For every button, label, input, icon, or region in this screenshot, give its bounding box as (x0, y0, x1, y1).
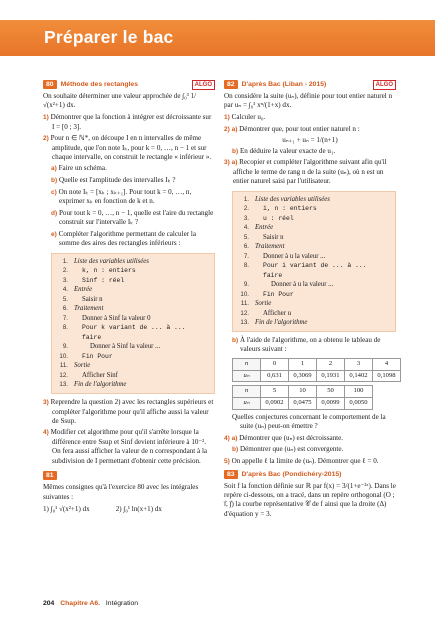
line-text: Traitement (255, 243, 285, 251)
exercise-title: D'après Bac (Pondichéry-2015) (241, 470, 342, 478)
algorithm-line (239, 318, 389, 328)
question-3a: 3) a) Recopier et compléter l'algorithme suivant afin qu'il affiche le terme de rang n de la suite (uₙ), où n est un entier naturel saisi par l'utilisateur. (224, 158, 387, 186)
exercise-intro: On souhaite déterminer une valeur approchée de ∫₀³ 1/√(x²+1) dx. (43, 92, 197, 110)
question-2d: d) Pour tout k = 0, …, n − 1, quelle est l'aire du rectangle construit sur l'intervalle Iₖ ? (51, 208, 214, 227)
line-number: 12. (59, 371, 68, 379)
line-text: Donner à u la valeur ... (271, 281, 334, 289)
table-cell: 0,0050 (345, 398, 373, 410)
algorithm-line (58, 266, 208, 276)
table-cell: 2 (317, 358, 345, 370)
line-text: Donner à u la valeur ... (263, 252, 326, 260)
table-cell: 0,1402 (345, 370, 373, 382)
line-number: 2. (243, 205, 249, 213)
question-1: 1) Démontrer que la fonction à intégrer est décroissante sur I = [0 ; 3]. (43, 112, 212, 131)
algorithm-box (232, 191, 396, 332)
algorithm-line (239, 280, 389, 290)
table-cell: 4 (373, 358, 401, 370)
table-cell: 5 (261, 386, 289, 398)
exercise-81-header (43, 471, 215, 480)
algorithm-line (58, 361, 208, 371)
line-text: Entrée (255, 224, 274, 232)
table-cell: 3 (345, 358, 373, 370)
line-number: 12. (240, 309, 249, 317)
footer (43, 599, 138, 608)
line-text: Afficher u (263, 309, 291, 317)
line-text: u : réel (263, 214, 294, 222)
table-cell: 0,1931 (317, 370, 345, 382)
question-4b: b) Démontrer que (uₙ) est convergente. (232, 445, 344, 454)
integral-2: 2) ∫₀¹ ln(x+1) dx (115, 505, 162, 514)
question-2a: a) Faire un schéma. (51, 164, 107, 173)
table-cell: 100 (345, 386, 373, 398)
line-number: 7. (243, 252, 249, 260)
question-2b: b) En déduire la valeur exacte de u₁. (232, 146, 336, 155)
algorithm-line (239, 204, 389, 214)
question-4a: 4) a) Démontrer que (uₙ) est décroissante. (224, 433, 344, 442)
line-text: k, n : entiers (82, 267, 136, 275)
exercise-number: 81 (43, 471, 57, 480)
algorithm-line (239, 309, 389, 319)
line-number: 11. (59, 362, 68, 370)
exercise-number: 82 (224, 80, 238, 89)
table-cell: 0,631 (261, 370, 289, 382)
line-text: i, n : entiers (263, 205, 317, 213)
exercise-title: Méthode des rectangles (60, 81, 138, 88)
table-row (233, 386, 373, 398)
table-cell: n (233, 358, 261, 370)
algorithm-line (58, 295, 208, 305)
line-number: 10. (59, 352, 68, 360)
line-text: Pour i variant de ... à ... faire (263, 262, 367, 279)
algorithm-line (58, 285, 208, 295)
algo-tag: ALGO (192, 80, 215, 90)
right-column (224, 80, 396, 521)
question-2b: b) Quelle est l'amplitude des intervalles Iₖ ? (51, 176, 176, 185)
algorithm-line (239, 299, 389, 309)
algorithm-line (58, 352, 208, 362)
line-text: Sinf : réel (82, 276, 125, 284)
algorithm-line (58, 371, 208, 381)
table-cell: 1 (289, 358, 317, 370)
table-cell: 0 (261, 358, 289, 370)
exercise-80-header (43, 80, 215, 89)
line-number: 11. (240, 300, 249, 308)
algorithm-line (239, 261, 389, 280)
page-number: 204 (43, 600, 55, 607)
algorithm-line (58, 323, 208, 342)
line-number: 8. (62, 324, 68, 332)
table-row (233, 370, 401, 382)
line-text: Donner à Sinf la valeur ... (90, 343, 161, 351)
question-2a: 2) a) Démontrer que, pour tout entier naturel n : (224, 124, 360, 133)
line-number: 4. (62, 286, 68, 294)
algorithm-box (51, 253, 215, 394)
line-text: Pour k variant de ... à ... faire (82, 324, 186, 341)
question-4: 4) Modifier cet algorithme pour qu'il s'arrête lorsque la différence entre Ssup et Sinf devient inférieure à 10⁻². On fera aussi afficher la valeur de n correspondant à la subdivision de I permettant d'obtenir cette précision. (43, 428, 208, 465)
table-cell: 0,0099 (317, 398, 345, 410)
table-row (233, 358, 401, 370)
line-number: 3. (62, 276, 68, 284)
question-1: 1) Calculer u₀. (224, 112, 266, 121)
table-cell: 50 (317, 386, 345, 398)
line-number: 2. (62, 267, 68, 275)
line-text: Fin Pour (82, 352, 113, 360)
question-2: 2) Pour n ∈ ℕ*, on découpe I en n intervalles de même amplitude, que l'on note Iₖ, pour k = 0, …, n − 1 et sur chaque intervalle, on construit le rectangle « inférieur ». (43, 133, 212, 161)
algorithm-line (58, 314, 208, 324)
line-text: Entrée (74, 286, 93, 294)
algo-tag: ALGO (373, 80, 396, 90)
line-number: 4. (243, 224, 249, 232)
line-text: Afficher Sinf (82, 371, 118, 379)
table-row (233, 398, 373, 410)
line-number: 10. (240, 290, 249, 298)
algorithm-line (58, 257, 208, 267)
header (0, 0, 435, 62)
algorithm-line (239, 242, 389, 252)
line-number: 1. (243, 195, 249, 203)
line-text: Fin de l'algorithme (74, 381, 127, 389)
line-number: 6. (243, 243, 249, 251)
line-text: Fin de l'algorithme (255, 319, 308, 327)
question-2e: e) Compléter l'algorithme permettant de calculer la somme des aires des rectangles inférieurs : (51, 229, 196, 248)
table-cell: uₙ (233, 370, 261, 382)
algorithm-line (58, 342, 208, 352)
exercise-number: 83 (224, 470, 238, 479)
exercise-83-text: Soit f la fonction définie sur ℝ par f(x) = 3/(1+e⁻²ˣ). Dans le repère ci-dessous, on a tracé, dans un repère orthogonal (O ; i⃗, j⃗) la courbe représentative 𝒞 de f ainsi que la droite (Δ) d'équation y = 3. (224, 481, 396, 518)
line-text: Saisir n (82, 295, 103, 303)
exercise-81-text: Mêmes consignes qu'à l'exercice 80 avec les intégrales suivantes : (43, 483, 199, 501)
exercise-83-header (224, 470, 396, 479)
exercise-82-header (224, 80, 396, 89)
exercise-intro: On considère la suite (uₙ), définie pour tout entier naturel n par uₙ = ∫₀¹ xⁿ/(1+x) dx. (224, 92, 393, 110)
table-cell: uₙ (233, 398, 261, 410)
line-text: Sortie (74, 362, 91, 370)
chapter-label: Chapitre A6. (60, 600, 101, 607)
question-5: 5) On appelle ℓ la limite de (uₙ). Démontrer que ℓ = 0. (224, 456, 379, 465)
table-cell: n (233, 386, 261, 398)
line-number: 8. (243, 262, 249, 270)
table-cell: 0,0902 (261, 398, 289, 410)
algorithm-line (239, 233, 389, 243)
line-number: 5. (243, 233, 249, 241)
line-number: 9. (243, 281, 249, 289)
table-cell: 0,0475 (289, 398, 317, 410)
chapter-topic: Intégration (105, 600, 139, 607)
algorithm-line (239, 195, 389, 205)
question-3b: b) À l'aide de l'algorithme, on a obtenu le tableau de valeurs suivant : (232, 335, 381, 354)
line-text: Donner à Sinf la valeur 0 (82, 314, 151, 322)
exercise-number: 80 (43, 80, 57, 89)
left-column (43, 80, 215, 515)
algorithm-line (239, 252, 389, 262)
line-number: 13. (240, 319, 249, 327)
algorithm-line (58, 276, 208, 286)
values-table-2 (232, 385, 373, 410)
integrals-row (43, 505, 215, 514)
line-text: Fin Pour (263, 290, 294, 298)
line-number: 3. (243, 214, 249, 222)
line-number: 1. (62, 257, 68, 265)
exercise-title: D'après Bac (Liban - 2015) (241, 81, 327, 88)
line-text: Saisir n (263, 233, 284, 241)
algorithm-line (58, 304, 208, 314)
line-text: Liste des variables utilisées (255, 195, 330, 203)
line-number: 7. (62, 314, 68, 322)
question-2c: c) On note Iₖ = [xₖ ; xₖ₊₁]. Pour tout k = 0, …, n, exprimer xₖ en fonction de k et n. (51, 187, 192, 206)
line-text: Liste des variables utilisées (74, 257, 149, 265)
question-3c: Quelles conjectures concernant le comportement de la suite (uₙ) peut-on émettre ? (232, 412, 386, 431)
table-cell: 10 (289, 386, 317, 398)
algorithm-line (239, 290, 389, 300)
line-number: 6. (62, 305, 68, 313)
page-title: Préparer le bac (44, 27, 174, 47)
line-text: Traitement (74, 305, 104, 313)
algorithm-line (239, 214, 389, 224)
table-cell: 0,1098 (373, 370, 401, 382)
line-number: 9. (62, 343, 68, 351)
algorithm-line (239, 223, 389, 233)
table-cell: 0,3069 (289, 370, 317, 382)
line-number: 13. (59, 381, 68, 389)
formula: uₙ₊₁ + uₙ = 1/(n+1) (282, 136, 338, 145)
line-text: Sortie (255, 300, 272, 308)
integral-1: 1) ∫₀¹ √(x²+1) dx (43, 505, 90, 514)
question-3: 3) Reprendre la question 2) avec les rectangles supérieurs et compléter l'algorithme pour qu'il affiche aussi la valeur de Ssup. (43, 397, 214, 425)
values-table-1 (232, 358, 401, 383)
line-number: 5. (62, 295, 68, 303)
algorithm-line (58, 380, 208, 390)
